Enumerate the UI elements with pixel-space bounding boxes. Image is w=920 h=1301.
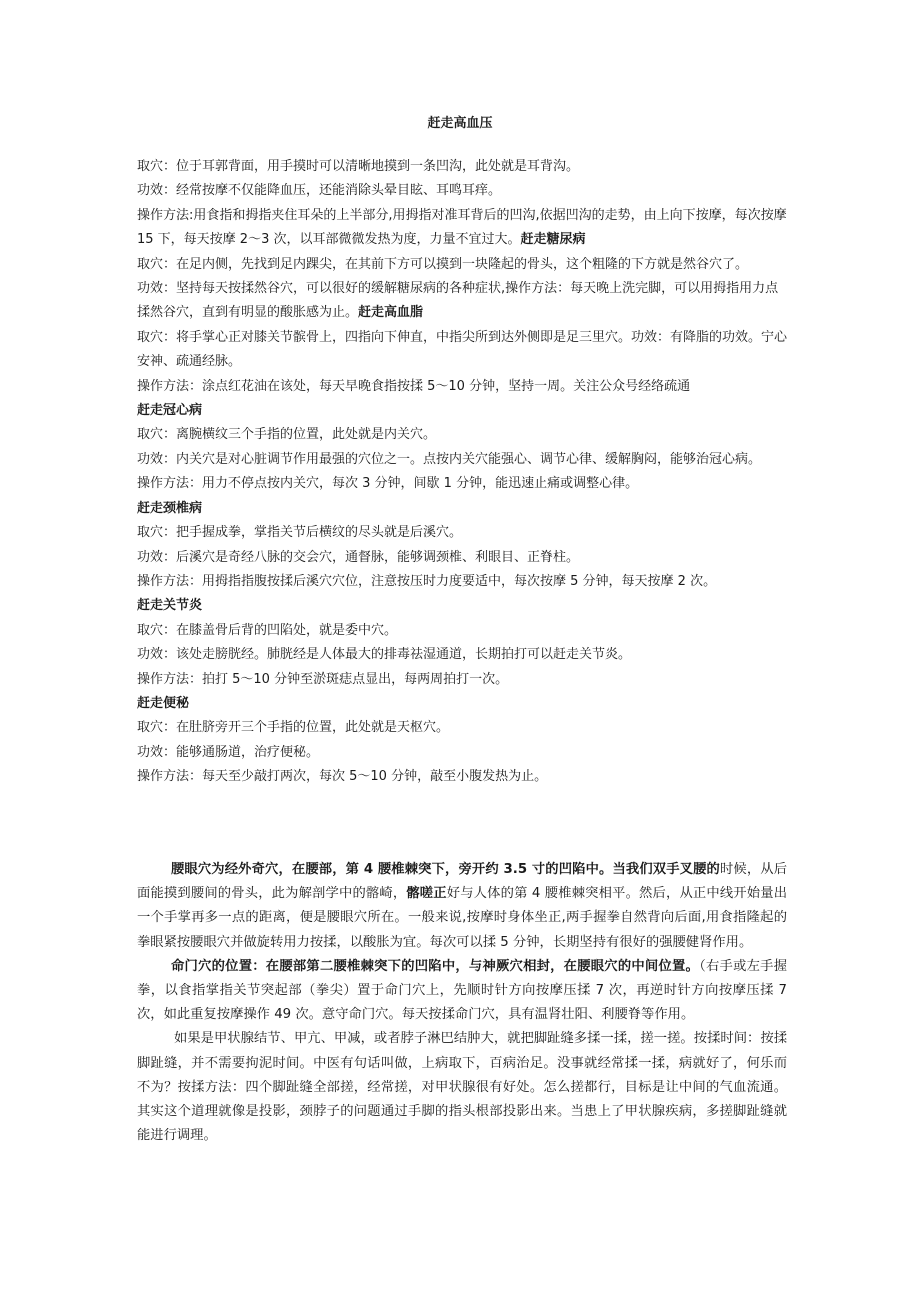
text-line [137, 619, 787, 643]
text-line [137, 521, 787, 545]
inline-section-heading: 赶走糖尿病 [520, 232, 586, 248]
text-line [137, 668, 787, 692]
line-text: 操作方法：涂点红花油在该处，每天早晚食指按揉 5～10 分钟，坚持一周。关注公众号经络疏通 [137, 378, 691, 394]
line-text: 功效：坚持每天按揉然谷穴，可以很好的缓解糖尿病的各种症状,操作方法：每天晚上洗完脚，可以用拇指用力点揉然谷穴，直到有明显的酸胀感为止。 [137, 281, 779, 321]
text-line [137, 204, 787, 253]
yaoyan-bold-mid: 髂嗟正 [406, 886, 447, 902]
yaoyan-paragraph [137, 858, 787, 955]
text-line [137, 546, 787, 570]
line-text: 操作方法：拍打 5～10 分钟至淤斑痣点显出，每两周拍打一次。 [137, 671, 509, 687]
line-text: 操作方法：用拇指指腹按揉后溪穴穴位，注意按压时力度要适中，每次按摩 5 分钟，每天按摩 2 次。 [137, 573, 717, 589]
line-text: 功效：内关穴是对心脏调节作用最强的穴位之一。点按内关穴能强心、调节心律、缓解胸闷，能够治冠心病。 [137, 451, 762, 467]
yaoyan-text-1: 时候，从后面能摸到腰间的骨头，此为解剖学中的髂崎， [137, 862, 788, 902]
text-line [137, 570, 787, 594]
text-line [137, 253, 787, 277]
text-line [137, 179, 787, 203]
line-text: 取穴：把手握成拳，掌指关节后横纹的尽头就是后溪穴。 [137, 525, 463, 541]
line-text: 功效：经常按摩不仅能降血压，还能消除头晕目眩、耳鸣耳痒。 [137, 183, 502, 199]
text-line [137, 643, 787, 667]
section-heading: 赶走冠心病 [137, 403, 203, 419]
text-line [137, 326, 787, 375]
line-text: 取穴：在膝盖骨后背的凹陷处，就是委中穴。 [137, 622, 398, 638]
text-line [137, 155, 787, 179]
section-heading: 赶走便秘 [137, 695, 190, 711]
text-line [137, 277, 787, 326]
text-line [137, 741, 787, 765]
line-text: 操作方法:用食指和拇指夹住耳朵的上半部分,用拇指对准耳背后的凹沟,依据凹沟的走势，由上向下按摩，每次按摩 15 下，每天按摩 2～3 次，以耳部微微发热为度，力量不宜过大。 [137, 207, 787, 248]
yaoyan-text-2: 好与人体的第 4 腰椎棘突相平。然后，从正中线开始量出一个手掌再多一点的距离，便是腰眼穴所在。一般来说,按摩时身体坐正,两手握拳自然背向后面,用食指隆起的拳眼紧按腰眼穴并做旋转用力按揉，以酸胀为宜。每次可以揉 5 分钟，长期坚持有很好的强腰健肾作用。 [137, 886, 788, 950]
line-text: 操作方法：每天至少敲打两次，每次 5～10 分钟，敲至小腹发热为止。 [137, 769, 548, 785]
text-line [137, 472, 787, 496]
line-text: 取穴：离腕横纹三个手指的位置，此处就是内关穴。 [137, 427, 437, 443]
text-line [137, 716, 787, 740]
section-heading: 赶走颈椎病 [137, 500, 203, 516]
line-text: 功效：后溪穴是奇经八脉的交会穴，通督脉，能够调颈椎、利眼目、正脊柱。 [137, 549, 580, 565]
line-text: 取穴：在足内侧，先找到足内踝尖，在其前下方可以摸到一块隆起的骨头，这个粗隆的下方就是然谷穴了。 [137, 256, 749, 272]
line-text: 操作方法：用力不停点按内关穴，每次 3 分钟，间歇 1 分钟，能迅速止痛或调整心律。 [137, 476, 639, 492]
mingmen-text: （右手或左手握拳，以食指掌指关节突起部（拳尖）置于命门穴上，先顺时针方向按摩压揉 7 次，再逆时针方向按摩压揉 7 次，如此重复按摩操作 49 次。意守命门穴。每天按揉命门穴，具有温肾壮阳、利腰脊等作用。 [137, 958, 788, 1023]
line-text: 取穴：将手掌心正对膝关节髌骨上，四指向下伸直，中指尖所到达外侧即是足三里穴。功效：有降脂的功效。宁心安神、疏通经脉。 [137, 329, 788, 370]
line-text: 取穴：在肚脐旁开三个手指的位置，此处就是天枢穴。 [137, 720, 450, 736]
acupoint-notes [137, 858, 787, 1148]
inline-section-heading: 赶走高血脂 [358, 305, 424, 321]
section-heading: 赶走关节炎 [137, 598, 203, 614]
mingmen-paragraph [137, 955, 787, 1028]
text-line [137, 423, 787, 447]
thyroid-paragraph: 如果是甲状腺结节、甲亢、甲减，或者脖子淋巴结肿大，就把脚趾缝多揉一揉，搓一搓。按揉时间：按揉脚趾缝，并不需要拘泥时间。中医有句话叫做，上病取下，百病治足。没事就经常揉一揉，病就好了，何乐而不为？按揉方法：四个脚趾缝全部搓，经常搓，对甲状腺很有好处。怎么搓都行，目标是让中间的气血流通。其实这个道理就像是投影，颈脖子的问题通过手脚的指头根部投影出来。当患上了甲状腺疾病，多搓脚趾缝就能进行调理。 [137, 1031, 787, 1144]
text-line [137, 375, 787, 399]
line-text: 取穴：位于耳郭背面，用手摸时可以清晰地摸到一条凹沟，此处就是耳背沟。 [137, 159, 580, 174]
mingmen-bold-lead: 命门穴的位置：在腰部第二腰椎棘突下的凹陷中，与神厥穴相封，在腰眼穴的中间位置。 [171, 958, 700, 974]
text-line [137, 765, 787, 789]
text-line [137, 448, 787, 472]
yaoyan-bold-lead: 腰眼穴为经外奇穴，在腰部，第 4 腰椎棘突下，旁开约 3.5 寸的凹陷中。当我们双手叉腰的 [171, 862, 720, 877]
page-title: 赶走高血压 [427, 116, 493, 131]
line-text: 功效：能够通肠道，治疗便秘。 [137, 744, 320, 760]
remedy-list [137, 155, 787, 790]
line-text: 功效：该处走膀胱经。肺胱经是人体最大的排毒祛湿通道，长期拍打可以赶走关节炎。 [137, 647, 632, 663]
